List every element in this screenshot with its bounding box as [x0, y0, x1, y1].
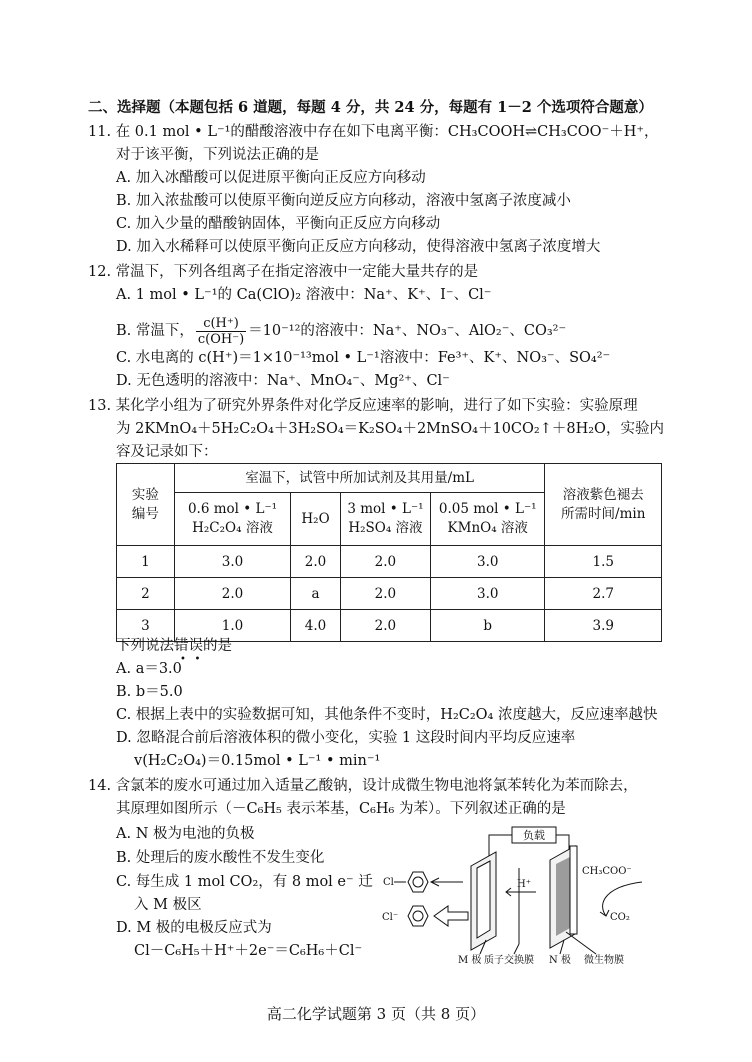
q11-stem-line2: 对于该平衡，下列说法正确的是 [116, 147, 319, 163]
q12-option-a: A. 1 mol • L⁻¹的 Ca(ClO)₂ 溶液中：Na⁺、K⁺、I⁻、Cl⁻ [116, 287, 492, 303]
q13-option-a: A. a＝3.0 [116, 661, 182, 677]
emphasis-char: 错 • [174, 638, 189, 654]
table-cell: 1 [117, 546, 175, 578]
table-cell: 1.5 [545, 546, 662, 578]
table-cell: 1.0 [174, 610, 290, 642]
table-cell: a [291, 578, 341, 610]
page-footer: 高二化学试题第 3 页（共 8 页） [266, 1005, 486, 1023]
q13-stem-line3: 容及记录如下： [116, 444, 218, 460]
q12-option-b-fraction [196, 316, 246, 347]
q13-lead: 下列说法错 • 误 • 的是 [116, 636, 232, 656]
co2-label: CO₂ [610, 912, 630, 923]
q12-option-c: C. 水电离的 c(H⁺)＝1×10⁻¹³mol • L⁻¹溶液中：Fe³⁺、K⁺、NO₃⁻、SO₄²⁻ [116, 350, 611, 366]
table-cell: 2 [117, 578, 175, 610]
chlorobenzene-ring-icon [408, 872, 428, 892]
table-row [117, 578, 662, 610]
q11-option-d: D. 加入水稀释可以使原平衡向正反应方向移动，使得溶液中氢离子浓度增大 [116, 239, 601, 255]
table-cell: 2.0 [340, 546, 430, 578]
header-h2so4: 3 mol • L⁻¹ H₂SO₄ 溶液 [340, 493, 430, 546]
q12-option-b [116, 314, 566, 348]
header-experiment-no: 实验 编号 [117, 464, 175, 546]
q14-stem-line1: 14. 含氯苯的废水可通过加入适量乙酸钠，设计成微生物电池将氯苯转化为苯而除去， [88, 778, 638, 794]
m-electrode-face [477, 861, 490, 938]
q14-option-b: B. 处理后的废水酸性不发生变化 [116, 850, 325, 866]
table-cell: 3.0 [174, 546, 290, 578]
m-pole-label: M 极 [458, 955, 482, 966]
header-reagents-group: 室温下，试管中所加试剂及其用量/mL [174, 464, 545, 493]
q14-option-c: C. 每生成 1 mol CO₂，有 8 mol e⁻ 迁 [116, 874, 373, 890]
q14-stem-line2: 其原理如图所示（－C₆H₅ 表示苯基，C₆H₆ 为苯）。下列叙述正确的是 [116, 801, 566, 817]
fraction-numerator: c(H⁺) [196, 316, 246, 332]
q12-option-b-prefix: B. 常温下， [116, 323, 194, 339]
membrane-pointer [514, 944, 519, 954]
q13-stem-line2: 为 2KMnO₄＋5H₂C₂O₄＋3H₂SO₄＝K₂SO₄＋2MnSO₄＋10CO₂↑＋8H₂O，实验内 [116, 421, 664, 437]
q13-option-c: C. 根据上表中的实验数据可知，其他条件不变时，H₂C₂O₄ 浓度越大，反应速率越快 [116, 707, 658, 723]
header-kmno4: 0.05 mol • L⁻¹ KMnO₄ 溶液 [431, 493, 545, 546]
table-cell: 2.0 [174, 578, 290, 610]
film-pointer [566, 932, 596, 954]
biofilm-label: 微生物膜 [584, 955, 624, 966]
q11-option-b: B. 加入浓盐酸可以使原平衡向逆反应方向移动，溶液中氢离子浓度减小 [116, 193, 571, 209]
q13-stem-line1: 13. 某化学小组为了研究外界条件对化学反应速率的影响，进行了如下实验：实验原理 [88, 398, 638, 414]
product-arrow [434, 906, 468, 926]
h-plus-label: H⁺ [517, 879, 531, 890]
n-electrode-side [570, 846, 577, 934]
q12-option-b-suffix: ＝10⁻¹²的溶液中：Na⁺、NO₃⁻、AlO₂⁻、CO₃²⁻ [248, 323, 567, 339]
table-cell: 3.9 [545, 610, 662, 642]
load-label: 负载 [523, 829, 545, 842]
cl-substituent-label: Cl [383, 877, 394, 888]
fraction-denominator: c(OH⁻) [197, 331, 245, 347]
table-cell: 2.0 [291, 546, 341, 578]
microbial-film [556, 857, 570, 936]
header-h2c2o4: 0.6 mol • L⁻¹ H₂C₂O₄ 溶液 [174, 493, 290, 546]
membrane-label: 质子交换膜 [484, 955, 534, 966]
table-cell: 2.0 [340, 578, 430, 610]
emphasis-char: 误 • [189, 638, 204, 654]
section-header: 二、选择题（本题包括 6 道题，每题 4 分，共 24 分，每题有 1－2 个选项符合题意） [88, 99, 653, 116]
table-cell: 3.0 [431, 546, 545, 578]
benzene-ring-icon [408, 906, 428, 926]
q14-option-d-cont: Cl－C₆H₅＋H⁺＋2e⁻＝C₆H₆＋Cl⁻ [134, 943, 363, 959]
q13-option-d-cont: v(H₂C₂O₄)＝0.15mol • L⁻¹ • min⁻¹ [134, 753, 381, 769]
experiment-table [116, 463, 662, 642]
ring-circle [413, 911, 423, 921]
fuel-cell-diagram [384, 822, 674, 967]
q13-option-d: D. 忽略混合前后溶液体积的微小变化，实验 1 这段时间内平均反应速率 [116, 730, 576, 746]
table-cell: 4.0 [291, 610, 341, 642]
q11-option-a: A. 加入冰醋酸可以促进原平衡向正反应方向移动 [116, 170, 426, 186]
table-cell: 3.0 [431, 578, 545, 610]
header-water: H₂O [291, 493, 341, 546]
q12-stem: 12. 常温下，下列各组离子在指定溶液中一定能大量共存的是 [88, 264, 479, 280]
q12-option-d: D. 无色透明的溶液中：Na⁺、MnO₄⁻、Mg²⁺、Cl⁻ [116, 373, 450, 389]
acetate-label: CH₃COO⁻ [582, 866, 632, 877]
table-cell: 2.0 [340, 610, 430, 642]
emphasis-dot: • [194, 654, 201, 665]
table-row [117, 546, 662, 578]
n-pole-label: N 极 [549, 955, 571, 966]
q14-option-c-cont: 入 M 极区 [134, 897, 202, 913]
chloride-label: Cl⁻ [382, 912, 399, 923]
emphasis-dot: • [180, 654, 186, 665]
q13-option-b: B. b＝5.0 [116, 684, 183, 700]
table-cell: b [431, 610, 545, 642]
ring-circle [413, 877, 423, 887]
header-fade-time: 溶液紫色褪去 所需时间/min [545, 464, 662, 546]
q11-stem-line1: 11. 在 0.1 mol • L⁻¹的醋酸溶液中存在如下电离平衡：CH₃COOH⇌CH₃COO⁻＋H⁺， [88, 124, 659, 140]
table-cell: 2.7 [545, 578, 662, 610]
q14-option-d: D. M 极的电极反应式为 [116, 920, 272, 936]
q14-option-a: A. N 极为电池的负极 [116, 826, 255, 842]
q11-option-c: C. 加入少量的醋酸钠固体，平衡向正反应方向移动 [116, 216, 441, 232]
table-cell: 3 [117, 610, 175, 642]
